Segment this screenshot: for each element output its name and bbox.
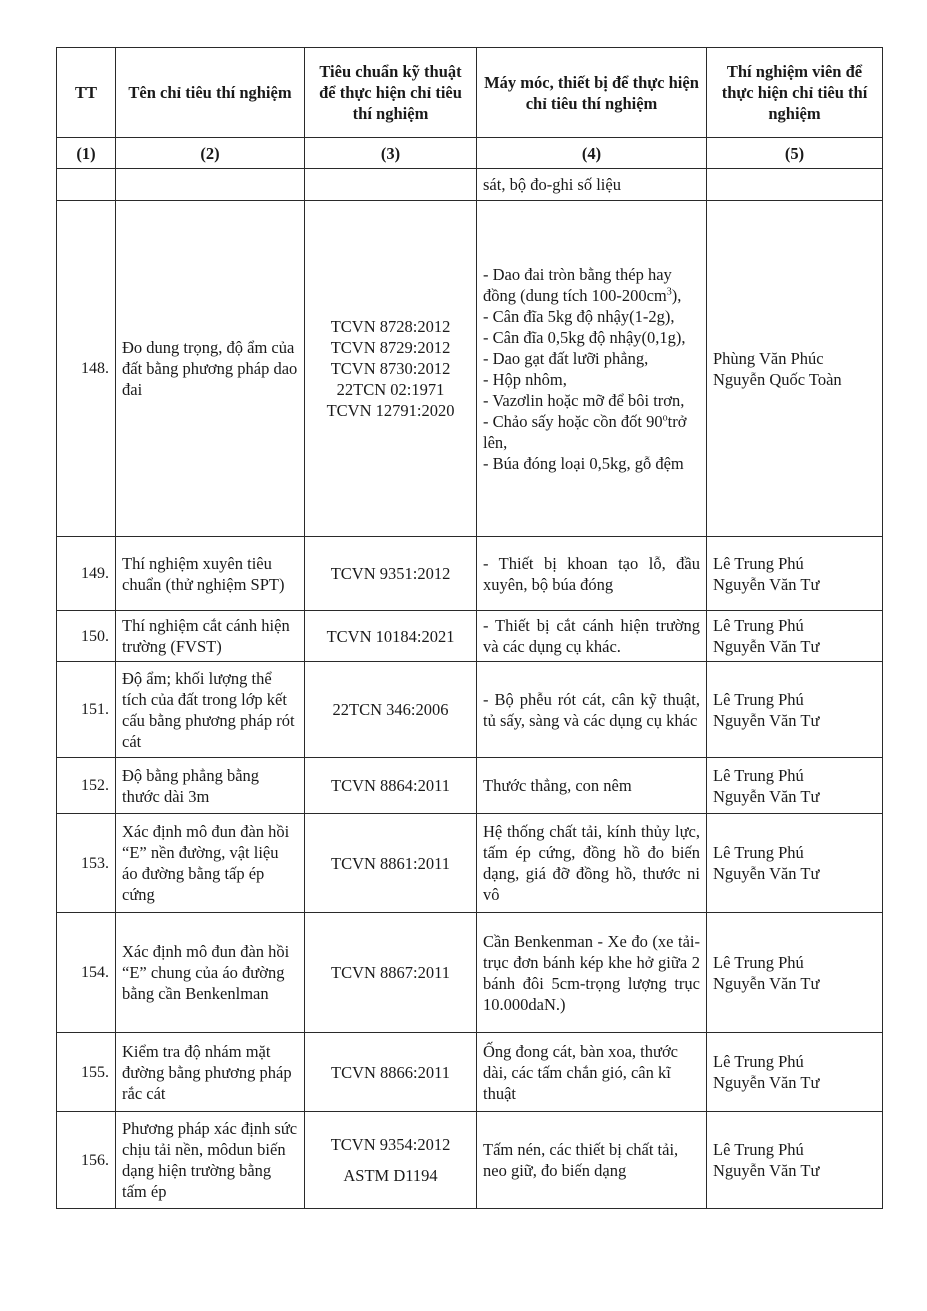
column-number: (4) bbox=[477, 138, 707, 169]
technician-cell bbox=[707, 662, 883, 758]
row-number: 148. bbox=[57, 201, 116, 537]
technician-name: Lê Trung Phú bbox=[713, 765, 804, 785]
technician-name: Nguyễn Văn Tư bbox=[713, 1161, 820, 1180]
test-name: Xác định mô đun đàn hồi “E” chung của áo đường bằng cần Benkenlman bbox=[116, 913, 305, 1033]
row-number: 152. bbox=[57, 758, 116, 814]
technician-cell bbox=[707, 814, 883, 913]
spacer bbox=[311, 1155, 470, 1165]
table-row bbox=[57, 1033, 883, 1112]
equipment-item: - Chảo sấy hoặc cồn đốt 90$^o$trở lên, bbox=[483, 411, 687, 452]
equipment-cell: Thước thẳng, con nêm bbox=[477, 758, 707, 814]
technician-name: Lê Trung Phú bbox=[713, 689, 804, 709]
header-equipment: Máy móc, thiết bị để thực hiện chỉ tiêu thí nghiệm bbox=[477, 48, 707, 138]
technician-name: Nguyễn Quốc Toàn bbox=[713, 369, 842, 389]
standard-code: TCVN 8729:2012 bbox=[330, 338, 451, 357]
row-number: 151. bbox=[57, 662, 116, 758]
technician-name: Nguyễn Văn Tư bbox=[713, 637, 820, 656]
table-header-row bbox=[57, 48, 883, 138]
technician-name: Lê Trung Phú bbox=[713, 952, 804, 972]
equipment-item: - Hộp nhôm, bbox=[483, 369, 567, 389]
table-row bbox=[57, 611, 883, 662]
technician-name: Nguyễn Văn Tư bbox=[713, 710, 820, 730]
technician-name: Lê Trung Phú bbox=[713, 843, 804, 862]
empty-cell bbox=[305, 169, 477, 201]
table-row bbox=[57, 537, 883, 611]
continuation-row bbox=[57, 169, 883, 201]
technician-name: Nguyễn Văn Tư bbox=[713, 786, 820, 806]
test-name: Độ ẩm; khối lượng thể tích của đất trong lớp kết cấu bằng phương pháp rót cát bbox=[116, 662, 305, 758]
standard-code: TCVN 8866:2011 bbox=[305, 1033, 477, 1112]
test-name: Thí nghiệm cắt cánh hiện trường (FVST) bbox=[116, 611, 305, 662]
equipment-cell: Cần Benkenman - Xe đo (xe tải- trục đơn bánh kép khe hở giữa 2 bánh đôi 5cm-trọng lượng trục 10.000daN.) bbox=[477, 913, 707, 1033]
empty-cell bbox=[116, 169, 305, 201]
test-name: Xác định mô đun đàn hồi “E” nền đường, vật liệu áo đường bằng tấp ép cứng bbox=[116, 814, 305, 913]
technician-cell bbox=[707, 758, 883, 814]
standard-code: 22TCN 346:2006 bbox=[305, 662, 477, 758]
table-row bbox=[57, 201, 883, 537]
test-name: Kiểm tra độ nhám mặt đường bằng phương pháp rắc cát bbox=[116, 1033, 305, 1112]
column-number: (2) bbox=[116, 138, 305, 169]
technician-name: Nguyễn Văn Tư bbox=[713, 574, 820, 594]
technician-name: Lê Trung Phú bbox=[713, 553, 804, 573]
column-number: (1) bbox=[57, 138, 116, 169]
equipment-item: - Dao gạt đất lưỡi phẳng, bbox=[483, 348, 649, 368]
test-name: Thí nghiệm xuyên tiêu chuẩn (thử nghiệm SPT) bbox=[116, 537, 305, 611]
standard-code: TCVN 12791:2020 bbox=[326, 401, 455, 420]
technician-cell bbox=[707, 201, 883, 537]
equipment-item: - Búa đóng loại 0,5kg, gỗ đệm bbox=[483, 453, 684, 473]
column-number: (5) bbox=[707, 138, 883, 169]
superscript: 3 bbox=[666, 286, 672, 297]
header-standard: Tiêu chuẩn kỹ thuật để thực hiện chỉ tiêu thí nghiệm bbox=[305, 48, 477, 138]
standard-code: TCVN 8728:2012 bbox=[330, 317, 451, 336]
standard-code: TCVN 8867:2011 bbox=[305, 913, 477, 1033]
empty-cell bbox=[57, 169, 116, 201]
standard-code: TCVN 8730:2012 bbox=[330, 359, 451, 378]
standard-code: ASTM D1194 bbox=[343, 1166, 438, 1185]
equipment-cell: Hệ thống chất tải, kính thủy lực, tấm ép cứng, đồng hồ đo biến dạng, giá đỡ đồng hồ, thước ni vô bbox=[477, 814, 707, 913]
equipment-item: - Dao đai tròn bằng thép hay đồng (dung tích $100-200cm^3$), bbox=[483, 264, 682, 305]
technician-name: Nguyễn Văn Tư bbox=[713, 864, 820, 883]
equipment-cell bbox=[477, 201, 707, 537]
table-row bbox=[57, 814, 883, 913]
row-number: 150. bbox=[57, 611, 116, 662]
standard-code: TCVN 10184:2021 bbox=[305, 611, 477, 662]
standard-code: TCVN 9354:2012 bbox=[330, 1135, 451, 1154]
equipment-cell: sát, bộ đo-ghi số liệu bbox=[477, 169, 707, 201]
row-number: 155. bbox=[57, 1033, 116, 1112]
technician-cell bbox=[707, 913, 883, 1033]
equipment-cell: - Thiết bị khoan tạo lỗ, đầu xuyên, bộ búa đóng bbox=[477, 537, 707, 611]
equipment-cell: - Bộ phễu rót cát, cân kỹ thuật, tủ sấy, sàng và các dụng cụ khác bbox=[477, 662, 707, 758]
technician-name: Phùng Văn Phúc bbox=[713, 348, 824, 368]
table-row bbox=[57, 913, 883, 1033]
equipment-item: - Cân đĩa 5kg độ nhậy(1-2g), bbox=[483, 306, 675, 326]
standard-cell bbox=[305, 1112, 477, 1209]
technician-cell bbox=[707, 611, 883, 662]
equipment-cell: Ống đong cát, bàn xoa, thước dài, các tấm chắn gió, cân kĩ thuật bbox=[477, 1033, 707, 1112]
standard-code: TCVN 8861:2011 bbox=[305, 814, 477, 913]
empty-cell bbox=[707, 169, 883, 201]
test-name: Phương pháp xác định sức chịu tải nền, môdun biến dạng hiện trường bằng tấm ép bbox=[116, 1112, 305, 1209]
row-number: 154. bbox=[57, 913, 116, 1033]
technician-name: Lê Trung Phú bbox=[713, 1052, 804, 1071]
table-row bbox=[57, 758, 883, 814]
technician-name: Lê Trung Phú bbox=[713, 1140, 804, 1159]
equipment-cell: Tấm nén, các thiết bị chất tải, neo giữ, đo biến dạng bbox=[477, 1112, 707, 1209]
technician-name: Nguyễn Văn Tư bbox=[713, 973, 820, 993]
standard-cell bbox=[305, 201, 477, 537]
test-criteria-table bbox=[56, 47, 883, 1209]
column-number-row bbox=[57, 138, 883, 169]
equipment-item: - Cân đĩa 0,5kg độ nhậy(0,1g), bbox=[483, 327, 686, 347]
equipment-item: - Vazơlin hoặc mỡ để bôi trơn, bbox=[483, 390, 685, 410]
header-technician: Thí nghiệm viên để thực hiện chỉ tiêu thí nghiệm bbox=[707, 48, 883, 138]
row-number: 153. bbox=[57, 814, 116, 913]
test-name: Đo dung trọng, độ ẩm của đất bằng phương pháp dao đai bbox=[116, 201, 305, 537]
row-number: 156. bbox=[57, 1112, 116, 1209]
equipment-cell: - Thiết bị cắt cánh hiện trường và các dụng cụ khác. bbox=[477, 611, 707, 662]
technician-cell bbox=[707, 537, 883, 611]
table-row bbox=[57, 662, 883, 758]
row-number: 149. bbox=[57, 537, 116, 611]
standard-code: TCVN 8864:2011 bbox=[305, 758, 477, 814]
superscript: o bbox=[662, 412, 668, 423]
technician-name: Nguyễn Văn Tư bbox=[713, 1073, 820, 1092]
standard-code: TCVN 9351:2012 bbox=[305, 537, 477, 611]
table-row bbox=[57, 1112, 883, 1209]
test-name: Độ bằng phẳng bằng thước dài 3m bbox=[116, 758, 305, 814]
column-number: (3) bbox=[305, 138, 477, 169]
technician-name: Lê Trung Phú bbox=[713, 616, 804, 635]
header-tt: TT bbox=[57, 48, 116, 138]
technician-cell bbox=[707, 1112, 883, 1209]
technician-cell bbox=[707, 1033, 883, 1112]
standard-code: 22TCN 02:1971 bbox=[336, 380, 445, 399]
header-test-name: Tên chỉ tiêu thí nghiệm bbox=[116, 48, 305, 138]
